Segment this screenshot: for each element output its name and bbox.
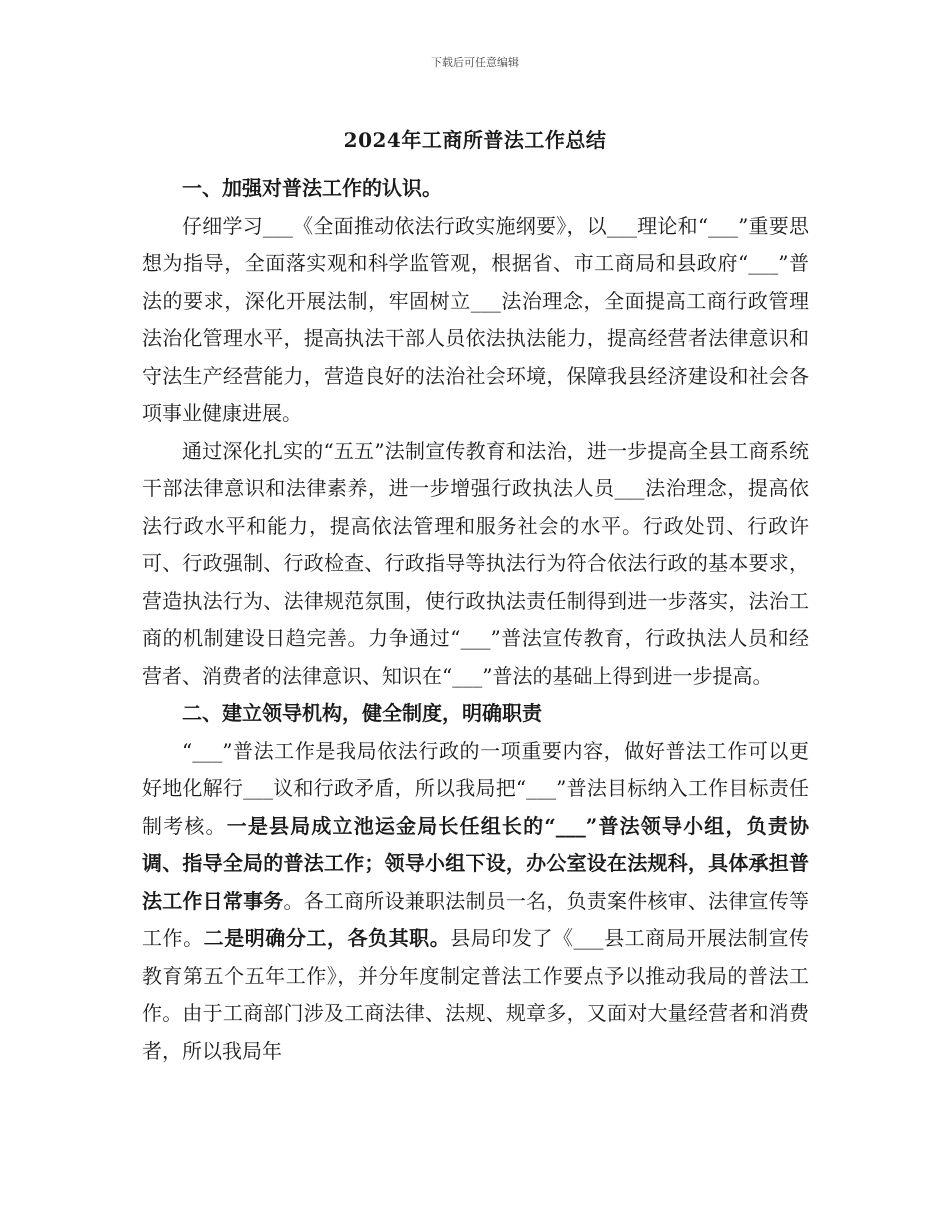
section-2-text-a: “___”普法工作是我局依法行政的一项重要内容，做好普法工作可以更好地化解行___议和行政矛盾，所以我局把“___”普法目标纳入工作目标责任制考核。	[142, 738, 809, 838]
section-1-paragraph-1: 仔细学习___《全面推动依法行政实施纲要》，以___理论和“___”重要思想为指导，全面落实观和科学监管观，根据省、市工商局和县政府“___”普法的要求，深化开展法制，牢固树立___法治理念，全面提高工商行政管理法治化管理水平，提高执法干部人员依法执法能力，提高经营者法律意识和守法生产经营能力，营造良好的法治社会环境，保障我县经济建设和社会各项事业健康进展。	[142, 213, 809, 425]
section-1-paragraph-2: 通过深化扎实的“五五”法制宣传教育和法治，进一步提高全县工商系统干部法律意识和法律素养，进一步增强行政执法人员___法治理念，提高依法行政水平和能力，提高依法管理和服务社会的水平。行政处罚、行政许可、行政强制、行政检查、行政指导等执法行为符合依法行政的基本要求，营造执法行为、法律规范氛围，使行政执法责任制得到进一步落实，法治工商的机制建设日趋完善。力争通过“___”普法宣传教育，行政执法人员和经营者、消费者的法律意识、知识在“___”普法的基础上得到进一步提高。	[142, 438, 809, 688]
section-2-heading: 二、建立领导机构，健全制度，明确职责	[182, 701, 542, 725]
section-2-text-c: 。各工商所设兼职法制员一名，负责案件核审、法律宣传等工作。	[142, 888, 809, 950]
document-body	[142, 170, 809, 1070]
section-2-paragraph-1	[142, 733, 809, 1071]
section-2-text-e: 县局印发了《___县工商局开展法制宣传教育第五个五年工作》，并分年度制定普法工作要点予以推动我局的普法工作。由于工商部门涉及工商法律、法规、规章多，又面对大量经营者和消费者，所以我局年	[142, 926, 810, 1063]
section-2-bold-b: 一是县局成立池运金局长任组长的“___”普法领导小组，负责协调、指导全局的普法工作；领导小组下设，办公室设在法规科，具体承担普法工作日常事务	[142, 813, 809, 913]
document-title: 2024年工商所普法工作总结	[343, 128, 607, 152]
section-2-bold-d: 二是明确分工，各负其职。	[203, 926, 451, 950]
header-note: 下载后可任意编辑	[431, 56, 519, 69]
section-1-heading: 一、加强对普法工作的认识。	[182, 176, 442, 200]
